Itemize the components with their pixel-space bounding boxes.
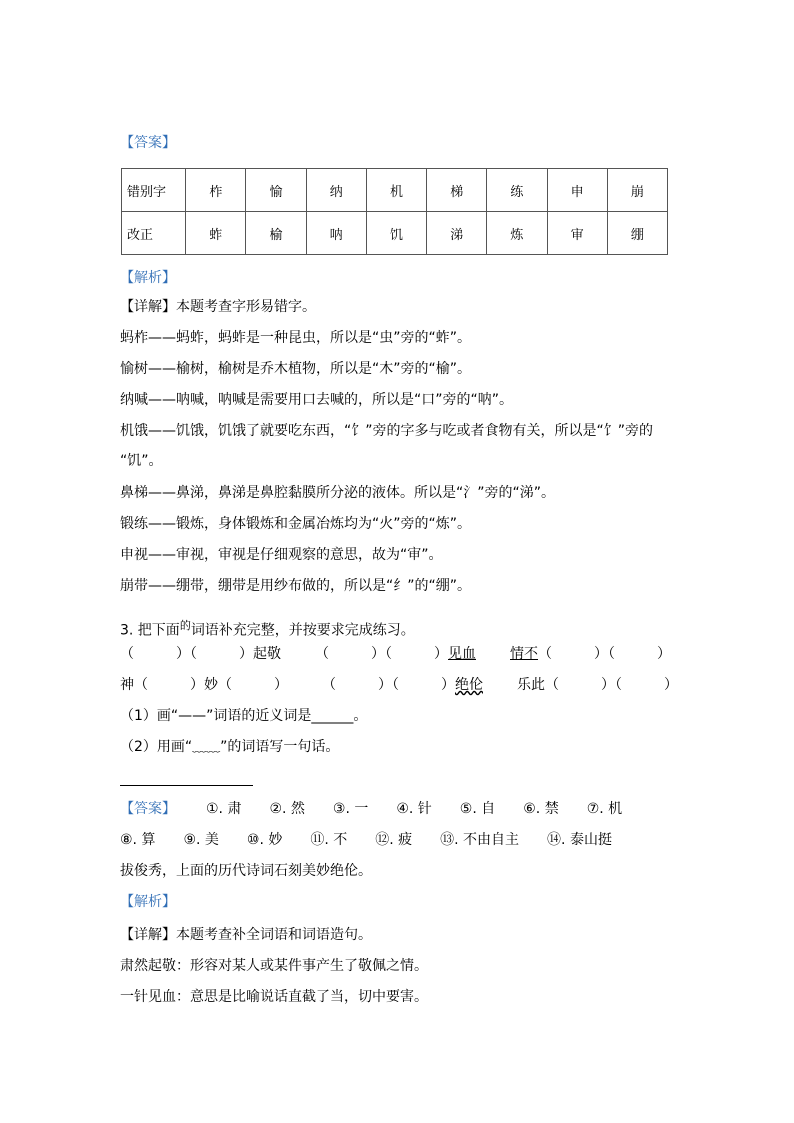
explain-2-line: 【详解】本题考查补全词语和词语造句。 <box>120 927 372 943</box>
answer-2-line-1: 【答案】 ①. 肃 ②. 然 ③. 一 ④. 针 ⑤. 自 ⑥. 禁 ⑦. 机 <box>120 801 623 817</box>
explain-2-line: 肃然起敬：形容对某人或某件事产生了敬佩之情。 <box>120 958 428 974</box>
table-cell: 机 <box>366 169 426 212</box>
table-cell: 崩 <box>607 169 667 212</box>
explain-line: 纳喊——呐喊，呐喊是需要用口去喊的，所以是“口”旁的“呐”。 <box>120 392 514 408</box>
analysis-label: 【解析】 <box>120 270 176 286</box>
table-row <box>122 169 668 212</box>
question-3-sub-2: （2）用画“﹏﹏”的词语写一句话。 <box>120 739 340 755</box>
explain-line: 机饿——饥饿，饥饿了就要吃东西，“饣”旁的字多与吃或者食物有关，所以是“饣”旁的 <box>120 423 654 439</box>
table-cell: 梯 <box>427 169 487 212</box>
row-header: 改正 <box>122 212 186 255</box>
explain-line: 锻练——锻炼，身体锻炼和金属冶炼均为“火”旁的“炼”。 <box>120 516 472 532</box>
table-cell: 纳 <box>306 169 366 212</box>
explain-line: 鼻梯——鼻涕，鼻涕是鼻腔黏膜所分泌的液体。所以是“氵”旁的“涕”。 <box>120 485 556 501</box>
table-cell: 柞 <box>186 169 246 212</box>
table-cell: 审 <box>547 212 607 255</box>
explain-line: 蚂柞——蚂蚱，蚂蚱是一种昆虫，所以是“虫”旁的“蚱”。 <box>120 330 472 346</box>
table-cell: 练 <box>487 169 547 212</box>
separator-line <box>120 785 253 786</box>
explain-line: “饥”。 <box>120 453 163 469</box>
table-cell: 绷 <box>607 212 667 255</box>
explain-line: 崩带——绷带，绷带是用纱布做的，所以是“纟”的“绷”。 <box>120 578 472 594</box>
table-cell: 榆 <box>246 212 306 255</box>
explain-2-line: 一针见血：意思是比喻说话直截了当，切中要害。 <box>120 989 428 1005</box>
table-cell: 涕 <box>427 212 487 255</box>
table-cell: 申 <box>547 169 607 212</box>
question-3-sub-1: （1）画“——”词语的近义词是______。 <box>120 708 368 724</box>
table-cell: 蚱 <box>186 212 246 255</box>
question-3-row-2: 神（ ）妙（ ） （ ）（ ）绝伦 乐此（ ）（ ） <box>120 677 678 693</box>
table-cell: 呐 <box>306 212 366 255</box>
analysis-label-2: 【解析】 <box>120 894 176 910</box>
explain-line: 【详解】本题考查字形易错字。 <box>120 299 316 315</box>
table-cell: 炼 <box>487 212 547 255</box>
question-3-row-1: （ ）（ ）起敬 （ ）（ ）见血 情不（ ）（ ） <box>120 646 671 662</box>
question-3-title: 3. 把下面$^的$词语补充完整，并按要求完成练习。 <box>120 619 415 639</box>
answer-2-line-3: 拔俊秀，上面的历代诗词石刻美妙绝伦。 <box>120 863 372 879</box>
table-row <box>122 212 668 255</box>
correction-table <box>121 168 668 255</box>
table-cell: 饥 <box>366 212 426 255</box>
table-cell: 愉 <box>246 169 306 212</box>
row-header: 错别字 <box>122 169 186 212</box>
explain-line: 申视——审视，审视是仔细观察的意思，故为“审”。 <box>120 547 443 563</box>
answer-label: 【答案】 <box>120 135 176 151</box>
explain-line: 愉树——榆树，榆树是乔木植物，所以是“木”旁的“榆”。 <box>120 361 472 377</box>
answer-2-line-2: ⑧. 算 ⑨. 美 ⑩. 妙 ⑪. 不 ⑫. 疲 ⑬. 不由自主 ⑭. 泰山挺 <box>120 832 612 848</box>
